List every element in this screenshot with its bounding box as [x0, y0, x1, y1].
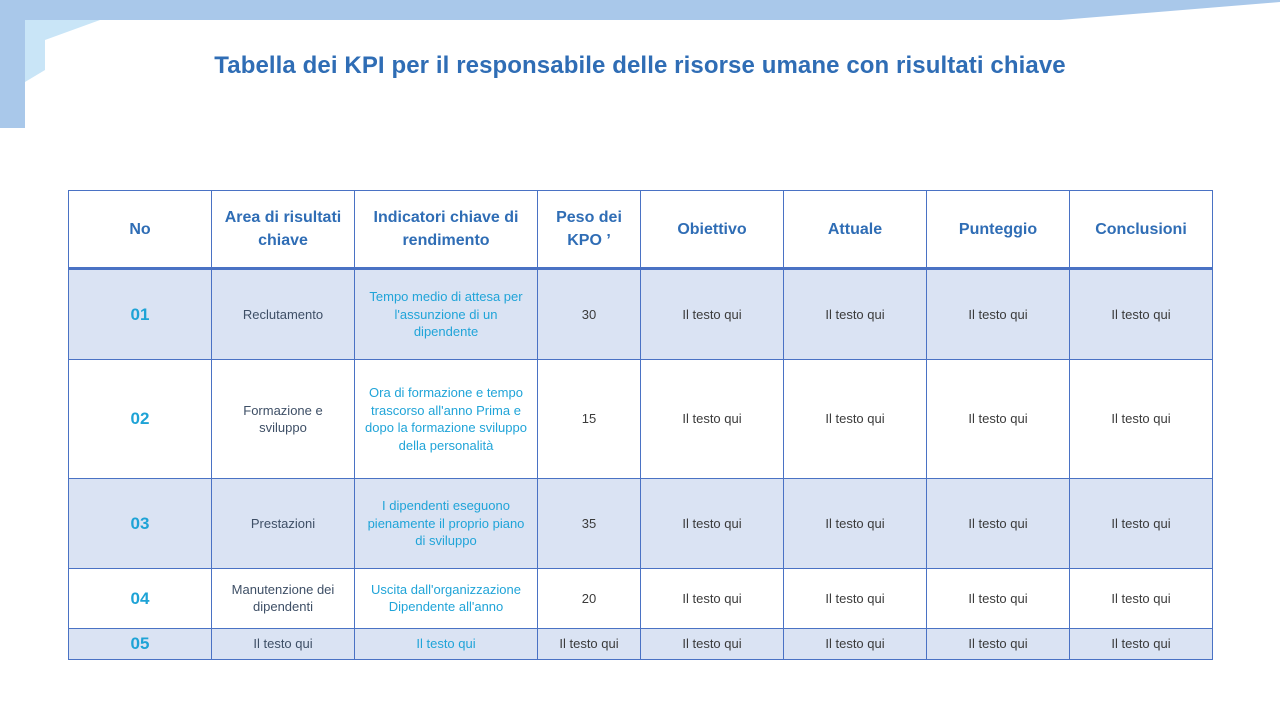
conclusion-cell: Il testo qui [1070, 360, 1213, 479]
conclusion-cell: Il testo qui [1070, 568, 1213, 628]
table-row [69, 479, 1213, 569]
header-target: Obiettivo [641, 191, 784, 269]
actual-cell: Il testo qui [784, 360, 927, 479]
weight-cell: 30 [538, 269, 641, 360]
area-cell: Formazione e sviluppo [212, 360, 355, 479]
target-cell: Il testo qui [641, 629, 784, 660]
target-cell: Il testo qui [641, 479, 784, 569]
conclusion-cell: Il testo qui [1070, 629, 1213, 660]
kpi-table [68, 190, 1213, 660]
score-cell: Il testo qui [927, 479, 1070, 569]
header-actual: Attuale [784, 191, 927, 269]
header-conclusion: Conclusioni [1070, 191, 1213, 269]
weight-cell: Il testo qui [538, 629, 641, 660]
kpi-cell: Tempo medio di attesa per l'assunzione di un dipendente [355, 269, 538, 360]
weight-cell: 15 [538, 360, 641, 479]
header-kpi: Indicatori chiave di rendimento [355, 191, 538, 269]
score-cell: Il testo qui [927, 360, 1070, 479]
table-row [69, 629, 1213, 660]
actual-cell: Il testo qui [784, 269, 927, 360]
kpi-cell: Uscita dall'organizzazione Dipendente all'anno [355, 568, 538, 628]
row-number: 04 [69, 568, 212, 628]
table-row [69, 269, 1213, 360]
row-number: 02 [69, 360, 212, 479]
weight-cell: 35 [538, 479, 641, 569]
row-number: 05 [69, 629, 212, 660]
header-score: Punteggio [927, 191, 1070, 269]
header-weight: Peso dei KPO ’ [538, 191, 641, 269]
conclusion-cell: Il testo qui [1070, 269, 1213, 360]
area-cell: Prestazioni [212, 479, 355, 569]
score-cell: Il testo qui [927, 629, 1070, 660]
kpi-cell: Il testo qui [355, 629, 538, 660]
score-cell: Il testo qui [927, 568, 1070, 628]
target-cell: Il testo qui [641, 568, 784, 628]
actual-cell: Il testo qui [784, 568, 927, 628]
weight-cell: 20 [538, 568, 641, 628]
table-header-row [69, 191, 1213, 269]
score-cell: Il testo qui [927, 269, 1070, 360]
actual-cell: Il testo qui [784, 479, 927, 569]
kpi-cell: Ora di formazione e tempo trascorso all'anno Prima e dopo la formazione sviluppo della personalità [355, 360, 538, 479]
table-row [69, 360, 1213, 479]
target-cell: Il testo qui [641, 269, 784, 360]
header-no: No [69, 191, 212, 269]
row-number: 01 [69, 269, 212, 360]
kpi-cell: I dipendenti eseguono pienamente il proprio piano di sviluppo [355, 479, 538, 569]
area-cell: Il testo qui [212, 629, 355, 660]
header-area: Area di risultati chiave [212, 191, 355, 269]
area-cell: Reclutamento [212, 269, 355, 360]
area-cell: Manutenzione dei dipendenti [212, 568, 355, 628]
actual-cell: Il testo qui [784, 629, 927, 660]
page-title: Tabella dei KPI per il responsabile delle risorse umane con risultati chiave [214, 52, 1066, 79]
table-row [69, 568, 1213, 628]
conclusion-cell: Il testo qui [1070, 479, 1213, 569]
target-cell: Il testo qui [641, 360, 784, 479]
row-number: 03 [69, 479, 212, 569]
